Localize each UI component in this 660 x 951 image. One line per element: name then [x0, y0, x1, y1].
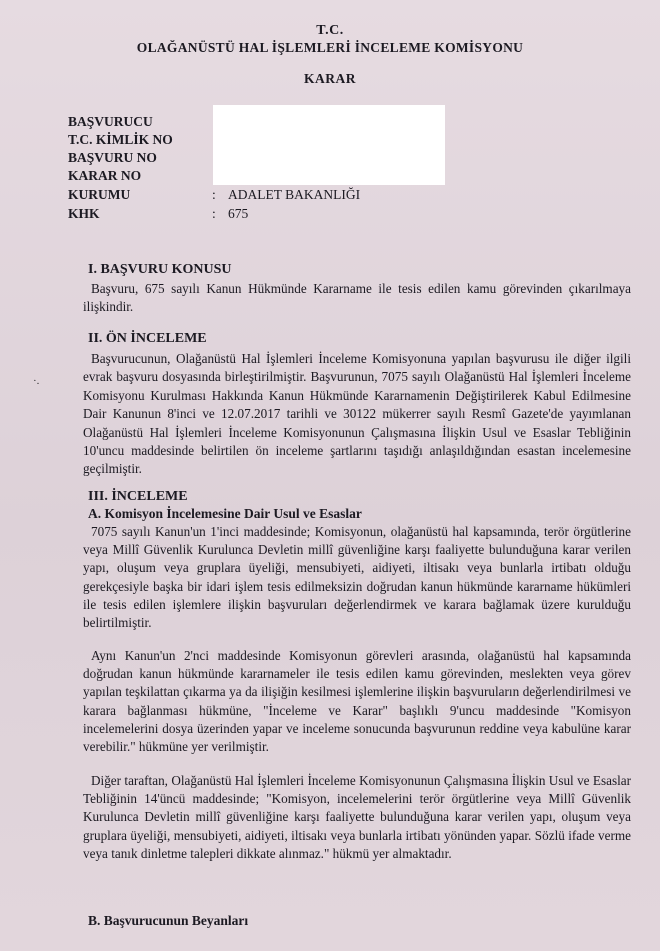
info-label: BAŞVURUCU: [68, 114, 153, 129]
header-doc-type: KARAR: [304, 71, 356, 86]
stray-mark: ·.: [33, 375, 40, 387]
info-value: ADALET BAKANLIĞI: [228, 187, 361, 202]
paragraph-law-7075-art1: 7075 sayılı Kanun'un 1'inci maddesinde; Komisyonun, olağanüstü hal kapsamında, terör örgütlerine veya Millî Güvenlik Kurulunca Devletin millî güvenliğine karşı faaliyette bulunduğuna karar verilen yapı, oluşum veya gruplara üyeliği, mensubiyeti, aidiyeti, iltisakı veya bunlarla irtibatı olduğu gerekçesiyle başka bir idari işlem tesis edilmeksizin doğrudan kanun hükmünde kararname hükümleri ile tesis edilen işlemlere ilişkin başvuruları değerlendirmek ve karara bağlamak üzere kurulduğu belirtilmiştir.: [83, 524, 631, 631]
section-title-preliminary-review: II. ÖN İNCELEME: [88, 331, 207, 346]
section-text-application-subject: Başvuru, 675 sayılı Kanun Hükmünde Kararname ile tesis edilen kamu görevinden çıkarılmaya ilişkindir.: [83, 281, 631, 315]
subsection-title-procedures: A. Komisyon İncelemesine Dair Usul ve Esaslar: [88, 506, 362, 521]
section-title-application-subject: I. BAŞVURU KONUSU: [88, 262, 232, 277]
info-label: KHK: [68, 206, 100, 221]
section-text-preliminary-review: Başvurucunun, Olağanüstü Hal İşlemleri İnceleme Komisyonuna yapılan başvurusu ile diğer ilgili evrak başvuru dosyasında birleştirilmiştir. Başvurunun, 7075 sayılı Olağanüstü Hal İşlemleri İnceleme Komisyonu Kurulması Hakkında Kanun Hükmünde Kararnamenin Değiştirilerek Kabul Edilmesine Dair Kanunun 8'inci ve 12.07.2017 tarihli ve 30122 mükerrer sayılı Resmî Gazete'de yayımlanan Olağanüstü Hal İşlemleri İnceleme Komisyonunun Çalışmasına İlişkin Usul ve Esaslar Tebliğinin 10'uncu maddesinde belirtilen ön inceleme şartlarını taşıdığı anlaşıldığından esastan incelemesine geçilmiştir.: [83, 351, 631, 477]
paragraph-law-7075-art2: Aynı Kanun'un 2'nci maddesinde Komisyonun görevleri arasında, olağanüstü hal kapsamında doğrudan kanun hükmünde kararnameler ile tesis edilen kamu görevinden, meslekten veya görev yapılan teşkilattan çıkarma ya da ilişiğin kesilmesi işlemlerine ilişkin başvuruların değerlendirilmesi ve karara bağlanması hükmüne, "İnceleme ve Karar" başlıklı 9'uncu maddesinde "Komisyon incelemelerini dosya üzerinden yapar ve inceleme sonucunda başvurunun reddine veya kabulüne karar verebilir." hükmüne yer verilmiştir.: [83, 648, 631, 755]
header-tc: T.C.: [316, 23, 344, 38]
redaction-box: [213, 105, 445, 185]
info-label: KURUMU: [68, 187, 131, 202]
subsection-title-applicant-statements: B. Başvurucunun Beyanları: [88, 913, 249, 928]
info-colon: :: [212, 187, 216, 202]
paragraph-communique-art14: Diğer taraftan, Olağanüstü Hal İşlemleri İnceleme Komisyonunun Çalışmasına İlişkin Usul ve Esaslar Tebliğinin 14'üncü maddesinde; "Komisyon, incelemelerini terör örgütlerine veya Millî Güvenlik Kurulunca Devletin millî güvenliğine karşı faaliyette bulunduğuna karar verilen yapı, oluşum veya gruplara üyeliği, mensubiyeti, aidiyeti, iltisakı veya bunlarla irtibatı yönünden yapar. Sözlü ifade verme veya tanık dinletme talepleri dikkate alınmaz." hükmü yer almaktadır.: [83, 773, 631, 861]
header-commission: OLAĞANÜSTÜ HAL İŞLEMLERİ İNCELEME KOMİSYONU: [136, 40, 524, 55]
info-value: 675: [228, 206, 249, 221]
section-title-examination: III. İNCELEME: [88, 489, 188, 504]
info-colon: :: [212, 206, 216, 221]
info-label: T.C. KİMLİK NO: [68, 132, 173, 147]
info-label: KARAR NO: [68, 168, 142, 183]
info-label: BAŞVURU NO: [68, 150, 157, 165]
